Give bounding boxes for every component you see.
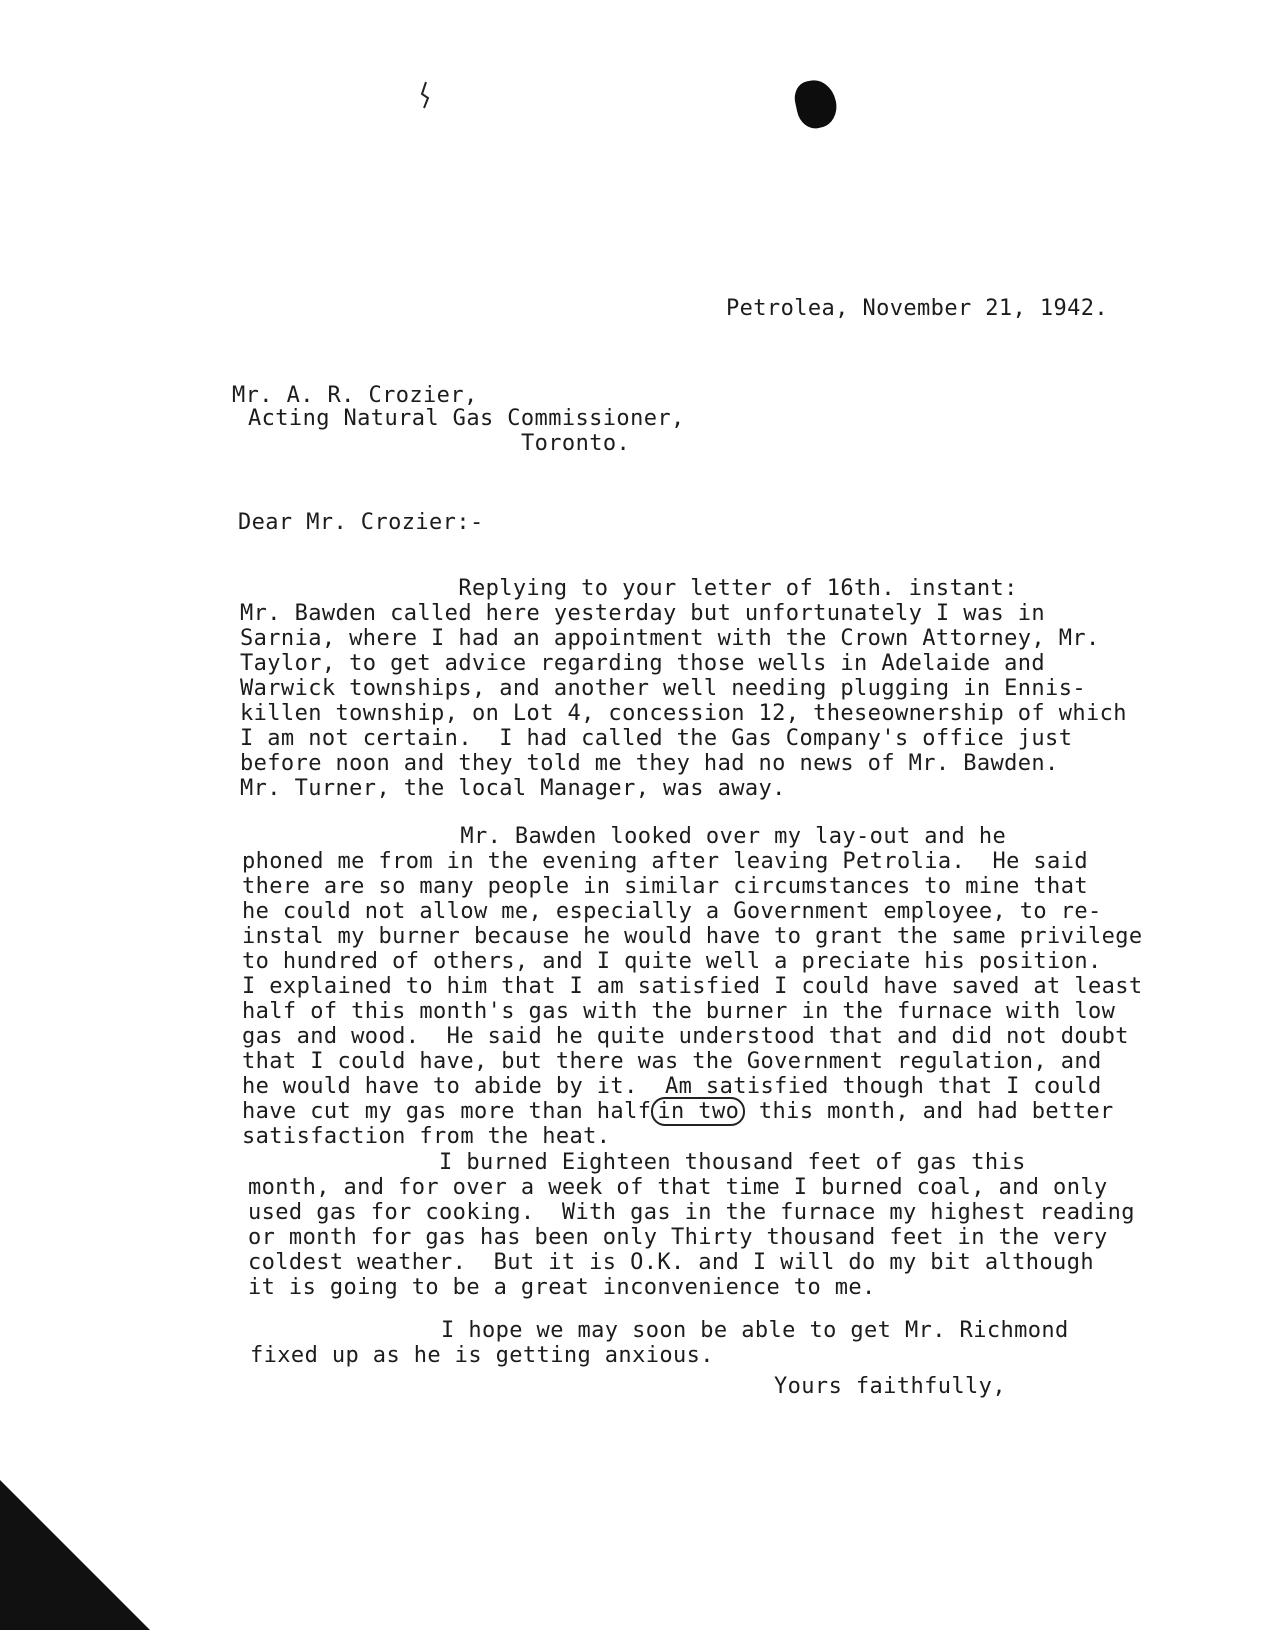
circled-annotation: in two (651, 1097, 745, 1126)
text-line: satisfaction from the heat. (242, 1124, 611, 1149)
paragraph-1 (240, 576, 1127, 801)
paragraph-3 (248, 1150, 1135, 1300)
salutation: Dear Mr. Crozier:- (238, 510, 484, 535)
pen-tick-mark (418, 80, 432, 110)
text-line: month, and for over a week of that time I burned coal, and only (248, 1175, 1108, 1200)
paragraph-2 (242, 824, 1143, 1149)
text-line: instal my burner because he would have to grant the same privilege (242, 924, 1143, 949)
text-line: I am not certain. I had called the Gas Company's office just (240, 726, 1073, 751)
text-line-with-circle (242, 1099, 1143, 1124)
text-line: I burned Eighteen thousand feet of gas this (248, 1150, 1026, 1175)
text-line: or month for gas has been only Thirty thousand feet in the very (248, 1225, 1108, 1250)
ink-blot-mark (791, 76, 840, 131)
text-line: half of this month's gas with the burner in the furnace with low (242, 999, 1116, 1024)
text-line: Replying to your letter of 16th. instant: (240, 576, 1018, 601)
text-line: Mr. Bawden looked over my lay-out and he (242, 824, 1007, 849)
text-line: he would have to abide by it. Am satisfied though that I could (242, 1074, 1102, 1099)
addressee-name: Mr. A. R. Crozier, (232, 383, 478, 408)
text-line: Taylor, to get advice regarding those wells in Adelaide and (240, 651, 1046, 676)
text-line: before noon and they told me they had no news of Mr. Bawden. (240, 751, 1059, 776)
text-line: he could not allow me, especially a Government employee, to re- (242, 899, 1102, 924)
text-segment: have cut my gas more than half (242, 1099, 652, 1124)
closing: Yours faithfully, (774, 1374, 1006, 1399)
text-line: Sarnia, where I had an appointment with the Crown Attorney, Mr. (240, 626, 1100, 651)
text-line: that I could have, but there was the Government regulation, and (242, 1049, 1102, 1074)
text-line: used gas for cooking. With gas in the furnace my highest reading (248, 1200, 1135, 1225)
text-segment: this month, and had better (745, 1099, 1114, 1124)
text-line: killen township, on Lot 4, concession 12, theseownership of which (240, 701, 1127, 726)
text-line: Mr. Turner, the local Manager, was away. (240, 776, 786, 801)
text-line: coldest weather. But it is O.K. and I will do my bit although (248, 1250, 1094, 1275)
addressee-city: Toronto. (521, 431, 631, 456)
text-line: I hope we may soon be able to get Mr. Richmond (250, 1318, 1069, 1343)
text-line: to hundred of others, and I quite well a preciate his position. (242, 949, 1102, 974)
text-line: fixed up as he is getting anxious. (250, 1343, 714, 1368)
addressee-title: Acting Natural Gas Commissioner, (248, 406, 685, 431)
text-line: Warwick townships, and another well needing plugging in Ennis- (240, 676, 1086, 701)
text-line: phoned me from in the evening after leaving Petrolia. He said (242, 849, 1088, 874)
text-line: I explained to him that I am satisfied I could have saved at least (242, 974, 1143, 999)
text-line: there are so many people in similar circumstances to mine that (242, 874, 1088, 899)
text-line: Mr. Bawden called here yesterday but unfortunately I was in (240, 601, 1046, 626)
text-line: gas and wood. He said he quite understood that and did not doubt (242, 1024, 1129, 1049)
text-line: it is going to be a great inconvenience to me. (248, 1275, 876, 1300)
scan-corner-shadow (0, 1480, 150, 1630)
letter-date: Petrolea, November 21, 1942. (726, 296, 1109, 321)
paragraph-4 (250, 1318, 1069, 1368)
